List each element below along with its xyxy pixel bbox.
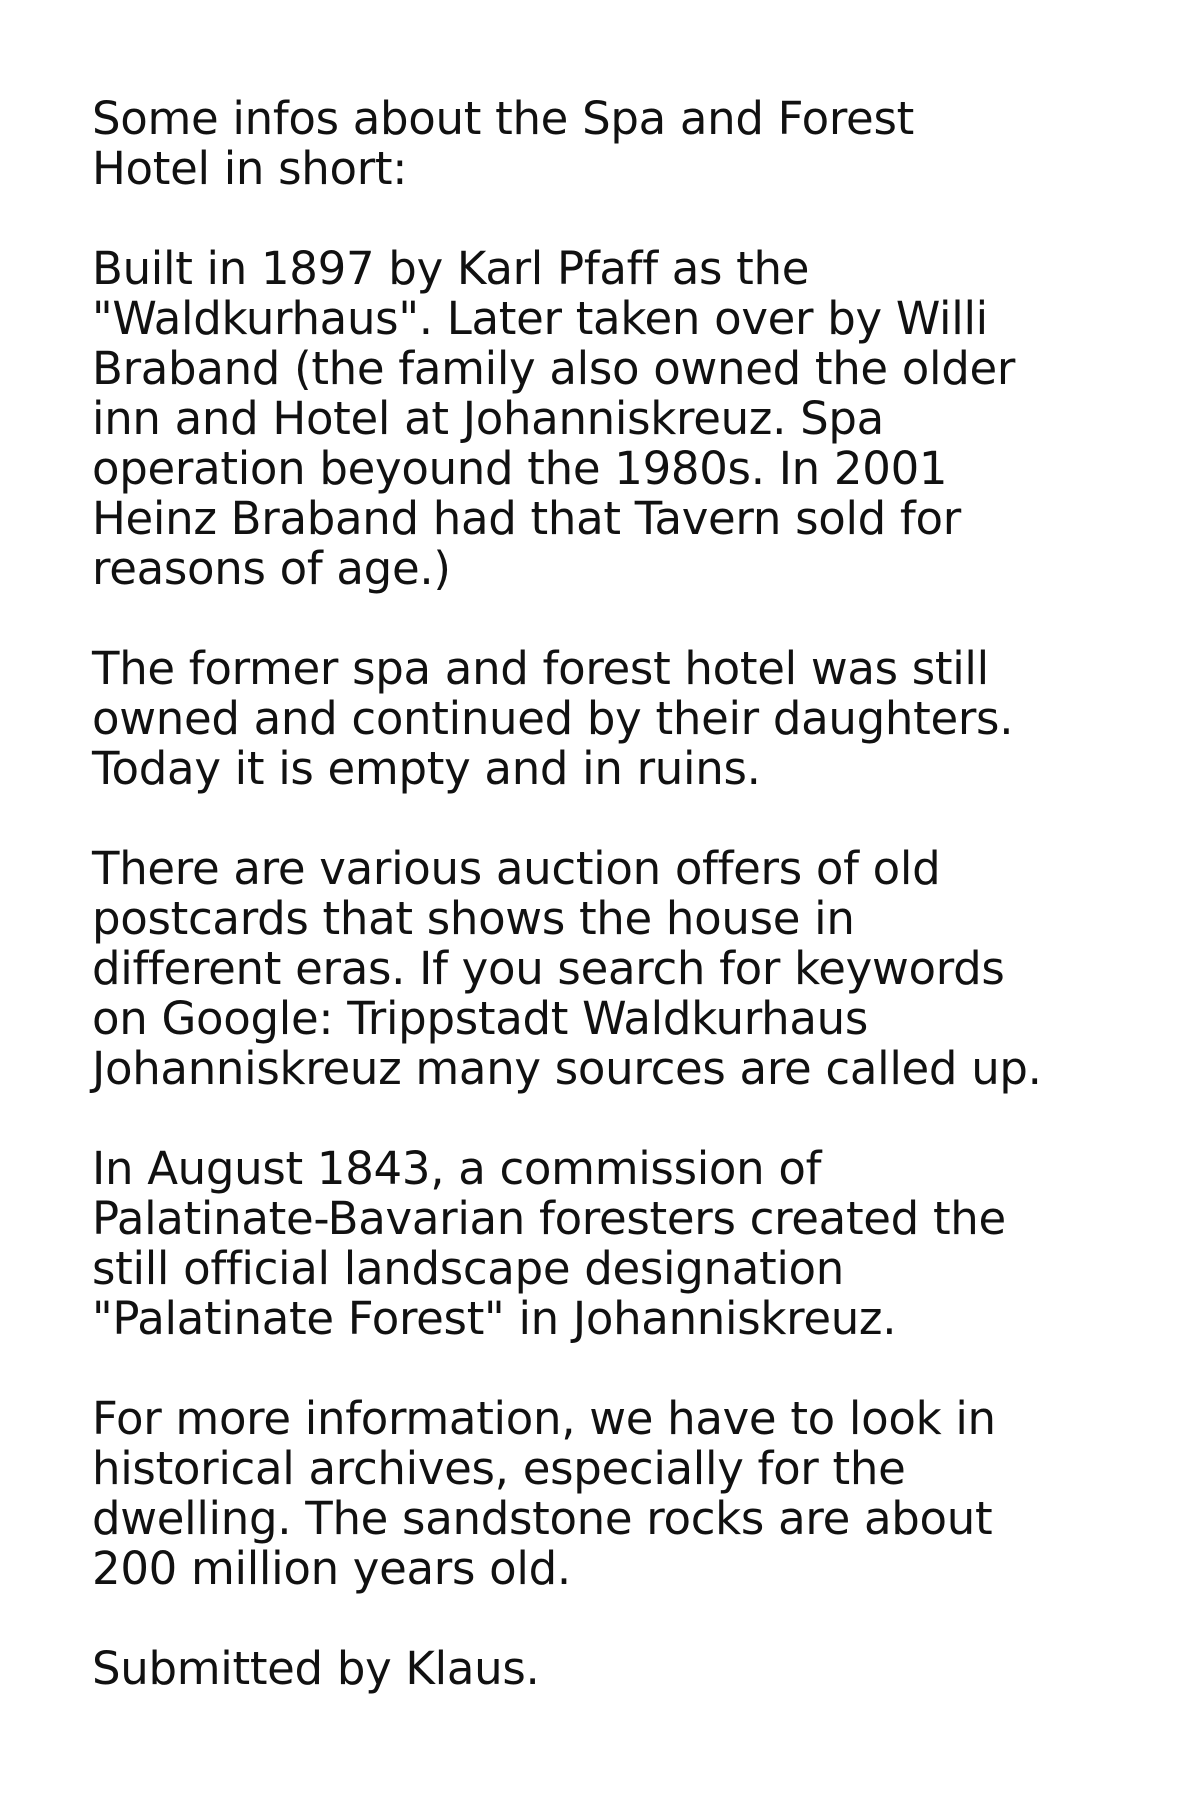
- history-paragraph: Built in 1897 by Karl Pfaff as the "Waldkurhaus". Later taken over by Willi Braband (the family also owned the older inn and Hotel at Johanniskreuz. Spa operation beyound the 1980s. In 2001 Heinz Braband had that Tavern sold for reasons of age.): [92, 242, 1016, 595]
- intro-paragraph: Some infos about the Spa and Forest Hotel in short:: [92, 92, 914, 195]
- more-information-paragraph: For more information, we have to look in historical archives, especially for the dwelling. The sandstone rocks are about 200 million years old.: [92, 1392, 996, 1595]
- postcards-paragraph: There are various auction offers of old postcards that shows the house in different eras. If you search for keywords on Google: Trippstadt Waldkurhaus Johanniskreuz many sources are called up.: [92, 842, 1042, 1095]
- palatinate-forest-paragraph: In August 1843, a commission of Palatinate-Bavarian foresters created the still official landscape designation "Palatinate Forest" in Johanniskreuz.: [92, 1142, 1006, 1345]
- submitted-by-paragraph: Submitted by Klaus.: [92, 1642, 540, 1695]
- current-state-paragraph: The former spa and forest hotel was still owned and continued by their daughters. Today it is empty and in ruins.: [92, 642, 1014, 795]
- document-body: [92, 94, 1172, 1694]
